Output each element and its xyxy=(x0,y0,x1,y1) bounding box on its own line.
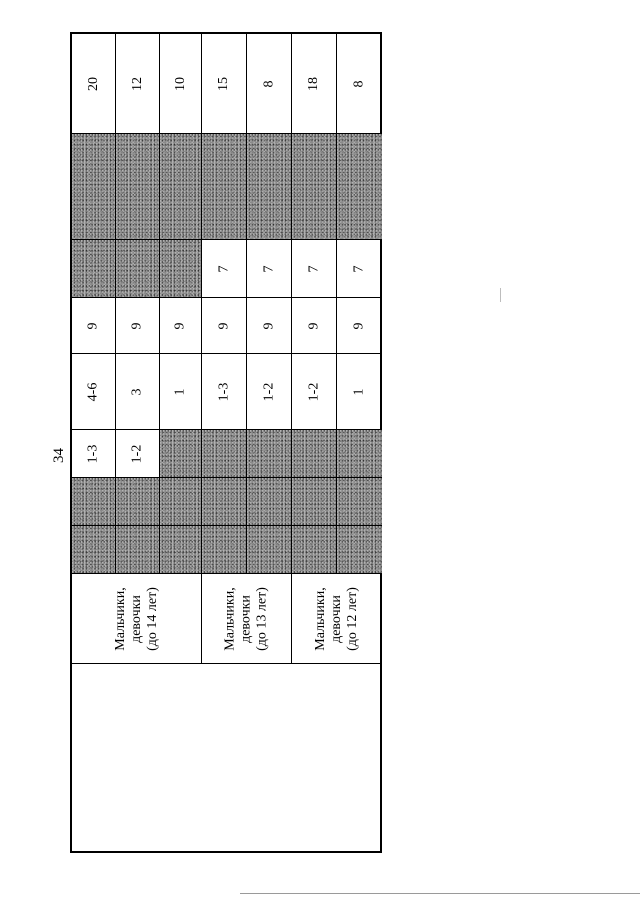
page-number xyxy=(49,443,69,467)
total-cell: 20 xyxy=(72,34,116,134)
shaded-cell xyxy=(337,134,382,240)
shaded-cell xyxy=(292,526,337,574)
shaded-cell xyxy=(160,240,202,298)
value-cell: 9 xyxy=(72,298,116,354)
group-label-line: девочки xyxy=(128,594,144,643)
group-label xyxy=(292,574,382,664)
value-cell: 1-2 xyxy=(247,354,292,430)
shaded-cell xyxy=(247,526,292,574)
group-label-line: Мальчики, xyxy=(222,586,238,651)
shaded-cell xyxy=(116,526,160,574)
group-label-line: (до 12 лет) xyxy=(345,586,360,651)
shaded-cell xyxy=(116,240,160,298)
value-cell: 3 xyxy=(116,354,160,430)
shaded-cell xyxy=(160,526,202,574)
shaded-cell xyxy=(292,134,337,240)
value-cell: 9 xyxy=(247,298,292,354)
shaded-cell xyxy=(160,430,202,478)
value-cell: 7 xyxy=(247,240,292,298)
shaded-cell xyxy=(202,134,247,240)
group-label xyxy=(72,574,202,664)
shaded-cell xyxy=(72,478,116,526)
group-label-line: (до 14 лет) xyxy=(144,586,160,651)
value-cell: 1-2 xyxy=(292,354,337,430)
shaded-cell xyxy=(337,526,382,574)
shaded-cell xyxy=(72,240,116,298)
shaded-cell xyxy=(72,526,116,574)
shaded-cell xyxy=(292,478,337,526)
total-cell: 15 xyxy=(202,34,247,134)
value-cell: 9 xyxy=(337,298,382,354)
shaded-cell xyxy=(292,430,337,478)
shaded-cell xyxy=(116,478,160,526)
value-cell: 9 xyxy=(160,298,202,354)
shaded-cell xyxy=(72,134,116,240)
shaded-cell xyxy=(116,134,160,240)
total-cell: 12 xyxy=(116,34,160,134)
shaded-cell xyxy=(337,478,382,526)
total-cell: 8 xyxy=(337,34,382,134)
group-label-line: девочки xyxy=(329,594,344,643)
group-label-line: (до 13 лет) xyxy=(254,586,270,651)
value-cell: 7 xyxy=(202,240,247,298)
rotated-table xyxy=(70,32,382,853)
value-cell: 4-6 xyxy=(72,354,116,430)
shaded-cell xyxy=(160,134,202,240)
value-cell: 1-2 xyxy=(116,430,160,478)
page-bottom-rule xyxy=(240,893,640,894)
shaded-cell xyxy=(247,134,292,240)
shaded-cell xyxy=(247,430,292,478)
group-label-line: Мальчики, xyxy=(112,586,128,651)
blank-label-area xyxy=(72,664,382,853)
group-label xyxy=(202,574,292,664)
value-cell: 7 xyxy=(292,240,337,298)
total-cell: 18 xyxy=(292,34,337,134)
margin-mark xyxy=(500,288,501,302)
value-cell: 1-3 xyxy=(72,430,116,478)
shaded-cell xyxy=(202,526,247,574)
page-number-text: 34 xyxy=(50,447,67,463)
shaded-cell xyxy=(202,478,247,526)
shaded-cell xyxy=(160,478,202,526)
total-cell: 8 xyxy=(247,34,292,134)
value-cell: 1 xyxy=(160,354,202,430)
total-cell: 10 xyxy=(160,34,202,134)
value-cell: 7 xyxy=(337,240,382,298)
shaded-cell xyxy=(202,430,247,478)
shaded-cell xyxy=(247,478,292,526)
value-cell: 1-3 xyxy=(202,354,247,430)
shaded-cell xyxy=(337,430,382,478)
value-cell: 9 xyxy=(116,298,160,354)
group-label-line: девочки xyxy=(238,594,254,643)
value-cell: 1 xyxy=(337,354,382,430)
group-label-line: Мальчики, xyxy=(313,586,328,651)
value-cell: 9 xyxy=(202,298,247,354)
value-cell: 9 xyxy=(292,298,337,354)
